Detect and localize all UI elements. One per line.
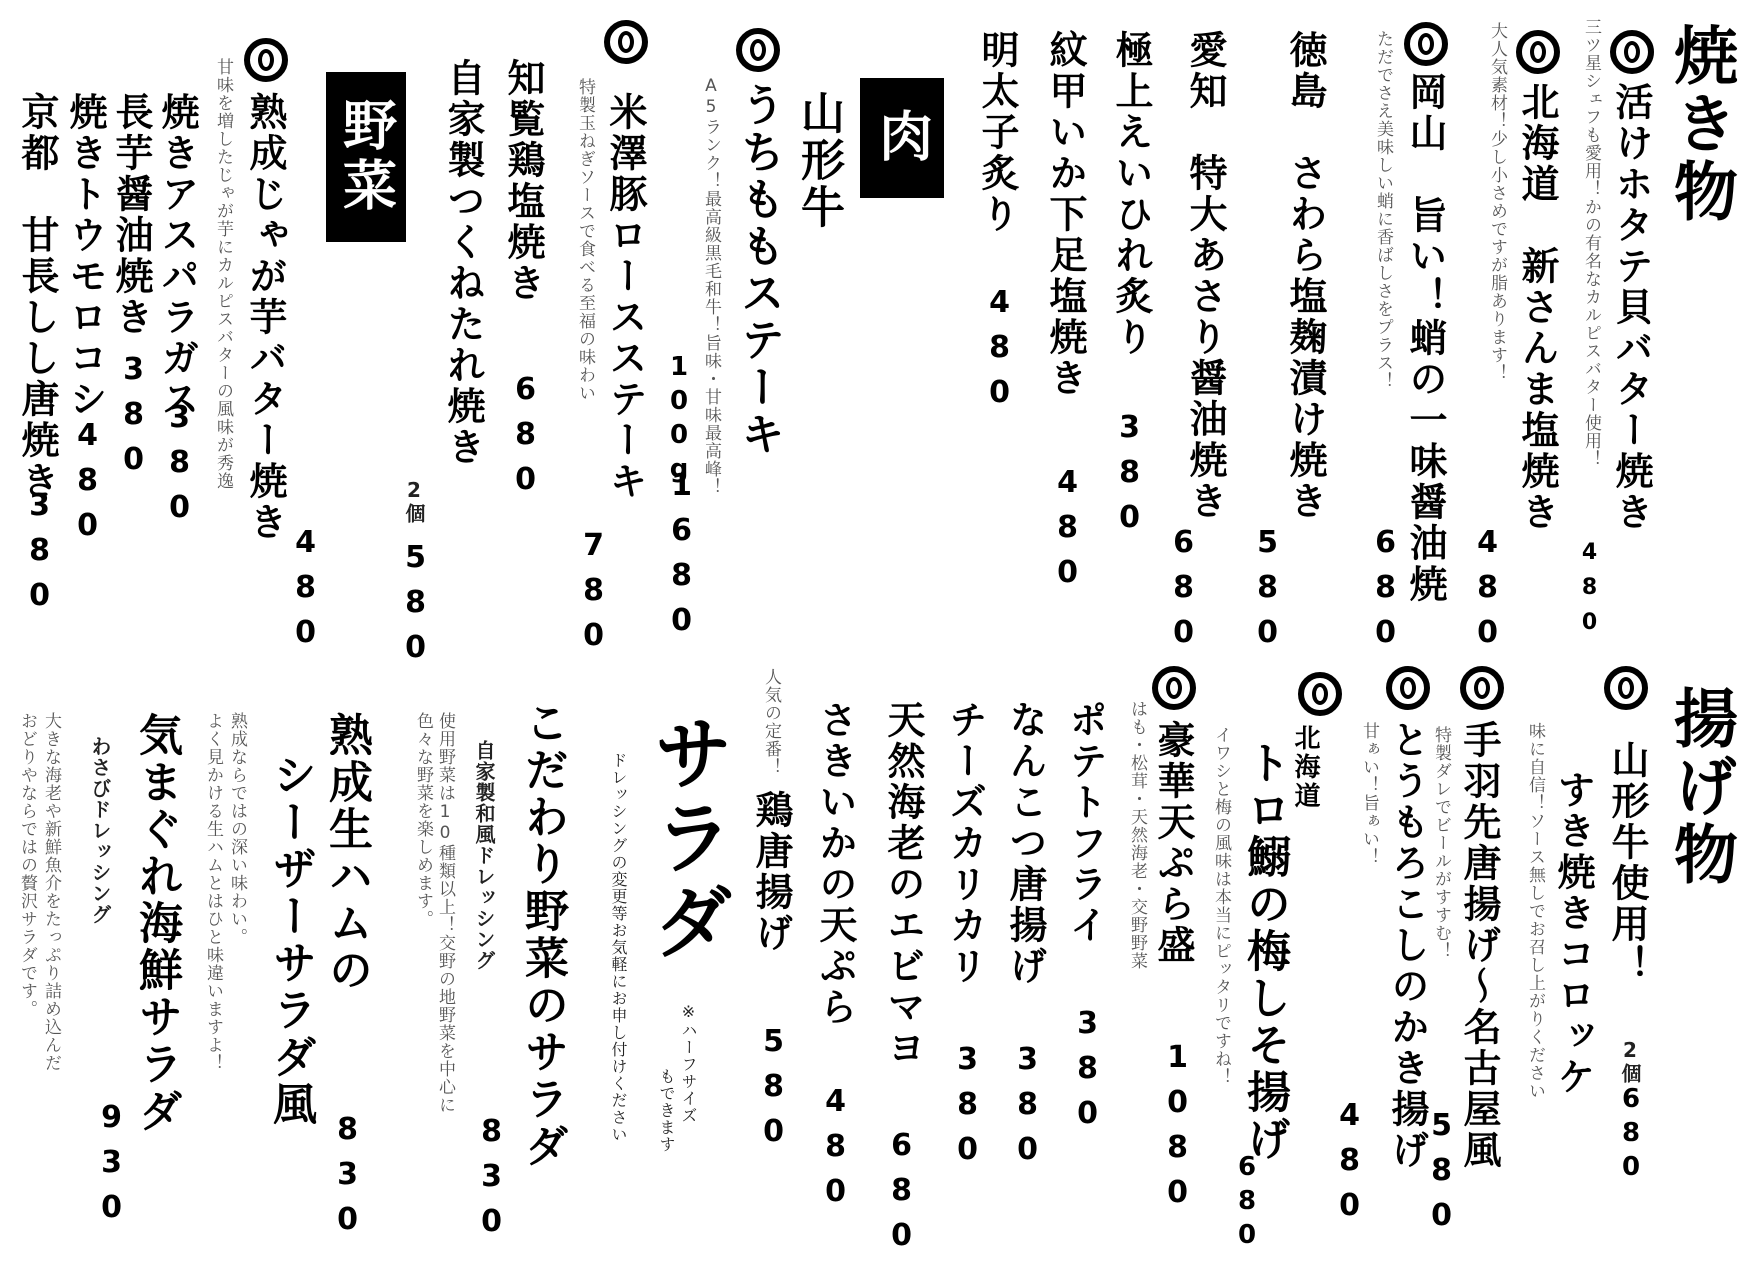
salad-item-1-name: こだわり野菜のサラダ <box>517 700 568 1170</box>
salad-item-2-name-line1: 熟成生ハムの <box>321 712 372 994</box>
section-title-fried: 揚げ物 <box>1663 685 1737 889</box>
grilled-item-6-name: 極上えいひれ炙り <box>1109 30 1153 358</box>
grilled-item-3-desc: ただでさえ美味しい蛸に香ばしさをプラス！ <box>1373 30 1393 390</box>
salad-item-3-dressing: わさびドレッシング <box>88 736 112 925</box>
section-title-grilled: 焼き物 <box>1663 22 1737 226</box>
grilled-item-1-name: 活けホタテ貝バター焼き <box>1609 82 1653 533</box>
circle-mark-icon <box>1404 22 1448 66</box>
fried-item-1-desc: 味に自信！ソース無しでお召し上がりください <box>1525 722 1545 1100</box>
fried-item-2-desc: 特製ダレでビールがすすむ！ <box>1431 726 1451 960</box>
circle-mark-icon <box>1460 666 1504 710</box>
fried-item-6-name: ポテトフライ <box>1063 700 1107 946</box>
fried-item-1-name-line2: すき焼きコロッケ <box>1551 770 1595 1098</box>
fried-item-4-desc: イワシと梅の風味は本当にピッタリですね！ <box>1211 726 1231 1086</box>
grilled-item-3-price: 680 <box>1368 525 1403 660</box>
fried-item-8-name: チーズカリカリ <box>943 700 987 987</box>
grilled-item-8-price: 480 <box>982 285 1017 420</box>
fried-item-11-name: 鶏唐揚げ <box>749 790 793 954</box>
salad-note-half-size: ※ハーフサイズ <box>679 1002 698 1124</box>
fried-item-5-desc: はも・松茸・天然海老・交野野菜 <box>1127 700 1147 970</box>
meat-item-2-name: 米澤豚ロースステーキ <box>603 92 647 502</box>
salad-item-3-desc-2: おどりやならではの贅沢サラダです。 <box>17 712 37 1018</box>
meat-item-1-name-line2: うちももステーキ <box>733 82 784 458</box>
grilled-item-6-price: 380 <box>1112 410 1147 545</box>
grilled-item-4-price: 580 <box>1250 525 1285 660</box>
meat-item-4-qty: 2個 <box>402 478 426 524</box>
grilled-item-8-name: 明太子炙り <box>975 30 1019 235</box>
meat-item-1-qty: 100g <box>664 352 694 488</box>
veg-item-1-name: 熟成じゃが芋バター焼き <box>243 92 287 543</box>
grilled-item-7-price: 480 <box>1050 465 1085 600</box>
circle-mark-icon <box>1604 666 1648 710</box>
salad-note-half-size-2: もできます <box>657 1068 676 1153</box>
fried-item-8-price: 380 <box>950 1042 985 1177</box>
section-title-vegetables: 野菜 <box>326 72 406 242</box>
fried-item-9-name: 天然海老のエビマヨ <box>881 700 925 1069</box>
grilled-item-2-name: 北海道 新さんま塩焼き <box>1515 82 1559 533</box>
grilled-item-7-name: 紋甲いか下足塩焼き <box>1043 30 1087 399</box>
veg-item-2-name: 焼きアスパラガス <box>155 92 199 420</box>
veg-item-3-price: 380 <box>116 352 151 487</box>
grilled-item-5-price: 680 <box>1166 525 1201 660</box>
salad-item-2-name-line2: シーザーサラダ風 <box>265 752 316 1128</box>
salad-note-dressing: ドレッシングの変更等お気軽にお申し付けください <box>609 752 628 1143</box>
fried-item-3-desc: 甘ぁい！旨ぁい！ <box>1359 722 1379 866</box>
meat-item-1-name-line1: 山形牛 <box>793 90 844 231</box>
fried-item-3-name: とうもろこしのかき揚げ <box>1385 720 1429 1171</box>
section-title-meat: 肉 <box>860 78 944 198</box>
salad-item-2-desc-2: よく見かける生ハムとはひと味違いますよ！ <box>203 712 223 1072</box>
veg-item-1-price: 480 <box>288 525 323 660</box>
fried-item-4-name-line2: トロ鰯の梅しそ揚げ <box>1239 740 1290 1163</box>
salad-item-1-desc-2: 色々な野菜を楽しめます。 <box>413 712 433 928</box>
meat-item-2-desc: 特製玉ねぎソースで食べる至福の味わい <box>575 78 595 402</box>
circle-mark-icon <box>1516 30 1560 74</box>
fried-item-11-desc: 人気の定番！ <box>761 668 781 776</box>
fried-item-3-price: 480 <box>1332 1098 1367 1233</box>
circle-mark-icon <box>1152 666 1196 710</box>
section-title-salad: サラダ <box>640 712 733 964</box>
meat-item-3-name: 知覧鶏塩焼き <box>501 58 545 304</box>
fried-item-6-price: 380 <box>1070 1006 1105 1141</box>
meat-item-4-name: 自家製つくねたれ焼き <box>441 58 485 468</box>
fried-item-4-name-line1: 北海道 <box>1290 724 1320 811</box>
grilled-item-3-name: 岡山 旨い！蛸の一味醤油焼 <box>1403 72 1447 605</box>
veg-item-5-price: 380 <box>22 488 57 623</box>
meat-item-1-price: 1680 <box>664 468 699 648</box>
veg-item-4-name: 焼きトウモロコシ <box>63 92 107 420</box>
circle-mark-icon <box>1610 30 1654 74</box>
meat-item-4-price: 580 <box>398 540 433 675</box>
veg-item-5-name: 京都 甘長しし唐焼き <box>15 92 59 502</box>
meat-item-2-price: 780 <box>576 528 611 663</box>
fried-item-1-price: 680 <box>1616 1084 1646 1186</box>
fried-item-5-price: 1080 <box>1160 1040 1195 1220</box>
circle-mark-icon <box>736 28 780 72</box>
grilled-item-1-price: 480 <box>1577 540 1602 645</box>
fried-item-1-name-line1: 山形牛使用！ <box>1605 740 1649 986</box>
circle-mark-icon <box>244 38 288 82</box>
fried-item-11-price: 580 <box>756 1024 791 1159</box>
circle-mark-icon <box>1386 666 1430 710</box>
veg-item-4-price: 480 <box>70 418 105 553</box>
fried-item-10-name: さきいかの天ぷら <box>813 700 857 1028</box>
veg-item-1-desc: 甘味を増したじゃが芋にカルピスバターの風味が秀逸 <box>213 58 233 490</box>
fried-item-2-price: 580 <box>1424 1108 1459 1243</box>
salad-item-3-name: 気まぐれ海鮮サラダ <box>131 712 182 1135</box>
grilled-item-5-name: 愛知 特大あさり醤油焼き <box>1183 30 1227 522</box>
meat-item-1-desc: A5ランク！最高級黒毛和牛！旨味・甘味最高峰！ <box>701 76 721 496</box>
fried-item-1-qty: 2個 <box>1618 1038 1642 1084</box>
salad-item-1-dressing: 自家製和風ドレッシング <box>472 740 496 971</box>
salad-item-1-price: 830 <box>474 1114 509 1249</box>
fried-item-7-name: なんこつ唐揚げ <box>1003 700 1047 987</box>
veg-item-3-name: 長芋醤油焼き <box>109 92 153 338</box>
grilled-item-1-desc: 三ツ星シェフも愛用！かの有名なカルピスバター使用！ <box>1581 18 1601 468</box>
salad-item-1-desc-1: 使用野菜は10種類以上！交野の地野菜を中心に <box>435 712 455 1114</box>
circle-mark-icon <box>1298 672 1342 716</box>
grilled-item-4-name: 徳島 さわら塩麹漬け焼き <box>1283 30 1327 522</box>
grilled-item-2-price: 480 <box>1470 525 1505 660</box>
meat-item-3-price: 680 <box>508 372 543 507</box>
circle-mark-icon <box>604 20 648 64</box>
fried-item-4-price: 680 <box>1232 1152 1262 1254</box>
salad-item-2-desc-1: 熟成ならではの深い味わい。 <box>227 712 247 946</box>
veg-item-2-price: 380 <box>162 400 197 535</box>
fried-item-2-name: 手羽先唐揚げ〜名古屋風 <box>1457 720 1501 1171</box>
salad-item-2-price: 830 <box>330 1112 365 1247</box>
grilled-item-2-desc: 大人気素材！少し小さめですが脂あります！ <box>1487 22 1507 382</box>
fried-item-10-price: 480 <box>818 1084 853 1219</box>
fried-item-9-price: 680 <box>884 1128 919 1263</box>
salad-item-3-price: 930 <box>94 1100 129 1235</box>
salad-item-3-desc-1: 大きな海老や新鮮魚介をたっぷり詰め込んだ <box>41 712 61 1072</box>
fried-item-5-name: 豪華天ぷら盛 <box>1151 720 1195 966</box>
fried-item-7-price: 380 <box>1010 1042 1045 1177</box>
